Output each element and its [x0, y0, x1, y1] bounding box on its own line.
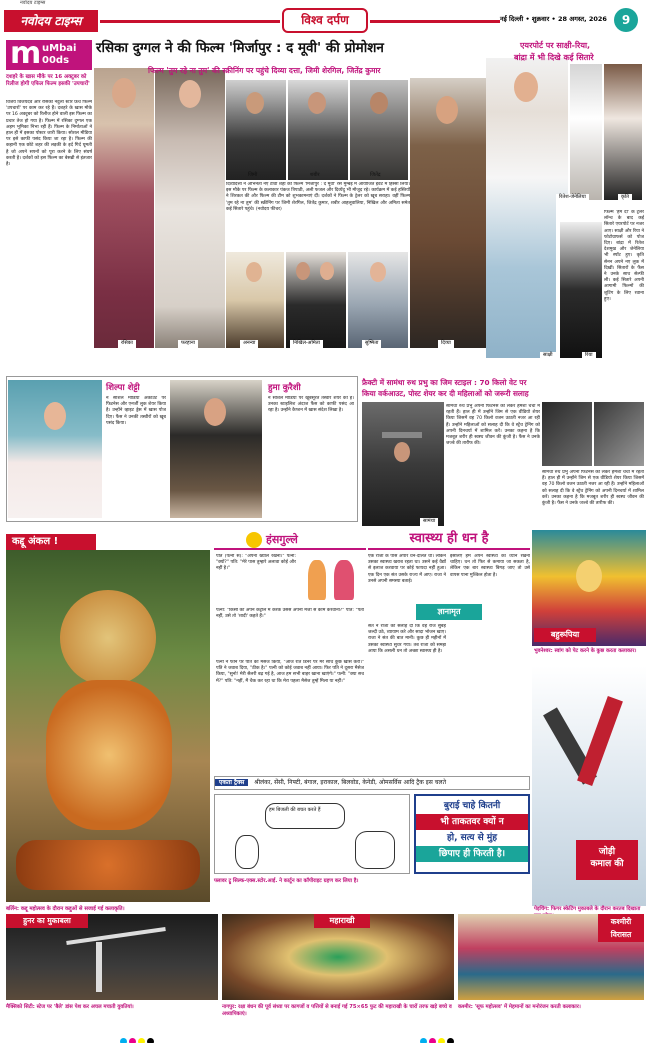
jokes-header: [214, 530, 366, 550]
ticker-text: श्रीलंका, सेंसी, निफ्टी, बंगाल, इराकाल, बिलवोड, केनेडी, ओमसर्विस आदि ट्रैक इस चलते: [254, 779, 447, 786]
quote-line-2: भी ताकतवर क्यों न: [416, 814, 528, 830]
registration-marks: [120, 1030, 156, 1043]
sub-headline: फिल्म 'तुम रहे ना तुम' की स्क्रीनिंग पर पहुंचे दिव्या दत्ता, जिमी शेरगिल, जितेंद्र कुमार: [148, 66, 381, 75]
ananya-photo: [226, 252, 284, 348]
name-shabir: शबीर: [310, 172, 320, 178]
shilpa-photo: [8, 380, 102, 518]
mumbai-badge: [6, 36, 92, 71]
section-title: विश्व दर्पण: [282, 8, 368, 33]
sushmita-photo: [348, 252, 408, 348]
riya-caption: रिया: [582, 352, 596, 1041]
quote-box: [414, 794, 530, 874]
airport-title-2: बांद्रा में भी दिखे कई सितारे: [514, 53, 594, 62]
fitness-title-2: किया वर्कआउट, पोस्ट शेयर कर दी महिलाओं को जरूरी सलाह: [362, 389, 529, 398]
shilpa-title: शिल्पा शेट्टी: [106, 383, 140, 393]
divya-caption: दिव्या: [438, 340, 454, 1041]
bahrupiya-caption: भुवनेश्वर: स्वांग को पेट करने के कुछ करता कलाकार।: [534, 648, 637, 654]
masthead-rule-right: [370, 20, 500, 23]
quote-line-4: छिपाए ही फिरती है।: [416, 846, 528, 862]
joke-3: पत्नी ने फोन पर पति को मैसेज किया, "आज रात डिनर पर मेरे साथ कुछ खास करो।" पति ने जवाब दिया, "ठीक है।" पत्नी को कोई जवाब नहीं आया। फिर पति ने दूसरा मैसेज किया, "सुनो! मेरी सैलरी बढ़ गई है, आज हम सभी बाहर खाना खाएंगे।" पत्नी: "क्या सच में?" पति: "नहीं, मैं चैक कर रहा था कि मेरा पहला मैसेज तुम्हें मिला या नहीं।": [216, 660, 364, 684]
bahrupiya-title: बहुरूपिया: [534, 628, 596, 642]
mumbai-intro: दशहरे के खास मौके पर 16 अक्टूबर को रिलीज होगी एफिल फिल्म इसकी 'उपचारों': [6, 74, 90, 87]
gym-photo-2: [594, 402, 644, 466]
kashmir-title-box: [598, 914, 644, 942]
name-jitendra: जितेंद्र: [370, 172, 381, 178]
ticker-bar: [214, 776, 530, 790]
smiley-icon: [246, 532, 262, 548]
farhana-photo: [155, 70, 225, 348]
sakshi-caption: साक्षी: [540, 352, 556, 1041]
riteish-genelia-caption: रितेश-जेनेलिया: [556, 194, 589, 1041]
mumbai-badge-m: m: [10, 36, 42, 71]
mumbai-badge-line2: 00ds: [42, 55, 70, 66]
shabir-photo: [288, 80, 348, 180]
samantha-photo: [362, 402, 444, 526]
jitendra-photo: [350, 80, 408, 180]
riya-photo: [560, 222, 602, 358]
fitness-body: सामंथा रुथ प्रभु अपनी फिटनेस को लेकर हमेशा चर्चा में रहती हैं। हाल ही में उन्होंने जिम से एक वीडियो शेयर किया जिसमें वह 70 किलो वजन उठाती नजर आ रही हैं। उन्होंने महिलाओं को सलाह दी कि वे स्ट्रेंथ ट्रेनिंग को अपनी दिनचर्या में शामिल करें। उनका कहना है कि मजबूत शरीर ही स्वस्थ जीवन की कुंजी है। फैंस ने उनके जज्बे की तारीफ की।: [446, 404, 540, 447]
ananya-caption: अनन्या: [240, 340, 258, 1041]
joke-1: पति (पत्नी से): "अपना ख्याल रखना।" पत्नी: "क्यों?" पति: "मेरे पास तुम्हारे अलावा कोई और नहीं है।": [216, 554, 296, 572]
hunar-caption: मैक्सिको सिटी: स्टेज पर 'बैले' डांस पेश कर अचल मचाती युवतियां।: [6, 1004, 134, 1010]
kashmir-caption: कश्मीर: 'सूफ महोत्सव' में मेहमानों का मनोरंजन करती कलाकार।: [458, 1004, 581, 1010]
masthead-logo: नवोदय टाइम्स: [4, 10, 98, 32]
small-masthead: नवोदय टाइम्स: [20, 0, 46, 6]
masthead-rule-left: [100, 20, 280, 23]
quote-line-3: हो, सत्य से मुंह: [446, 833, 498, 843]
pumpkin-caption: बर्लिन: कद्दू महोत्सव के दौरान कद्दुओं से सजाई गई कलाकृति।: [6, 906, 125, 912]
samantha-caption: सामंथा: [420, 518, 438, 1041]
jimmy-photo: [226, 80, 286, 180]
maharakhi-caption: नागपुर: रक्षा बंधन की पूर्व संध्या पर कागजों व पत्तियों से बनाई गई 75×65 फुट की महाराखी के चारों तरफ खड़े बच्चे व अध्यापिकाएं।: [222, 1004, 452, 1017]
nikhil-amita-caption: निखिल-अमिता: [290, 340, 323, 1041]
quote-line-1: बुराई चाहे कितनी: [443, 801, 501, 811]
health-title: स्वास्थ्य ही धन है: [368, 528, 530, 550]
screening-body: दिव्यादत्ता ने अभिनेता नए टीवी शहों की फिल्म 'मिर्जापुर : द मूवी' रसे मुम्बई में आयोजित इवेंट में हिस्सा लिया। इस मौके पर फिल्म के कलाकार पंकज त्रिपाठी, अली फजल और दिव्येंदु भी मौजूद रहे। कार्यक्रम में कई हस्तियों ने शिरकत की और फिल्म की टीम को शुभकामनाएं दीं। दर्शकों ने फिल्म के ट्रेलर को खूब सराहा। वहीं फिल्म 'तुम रहे ना तुम' की स्क्रीनिंग पर जिमी शेरगिल, जितेंद्र कुमार, शबीर आहलूवालिया, निखिल और अमिता समेत कई सितारे पहुंचे। (नवोदय फीचर): [226, 182, 410, 212]
divya-photo: [410, 78, 486, 348]
joke-2: पत्नी: "किसी को अपने कंट्रोल में करके उससे अपनी मर्जी से काम करवाना?" पति: "पता नहीं, उसे तो 'शादी' कहते हैं।": [216, 608, 364, 620]
riteish-genelia-photo: [570, 64, 602, 200]
sushmita-caption: सुष्मिता: [362, 340, 381, 1041]
pumpkin-photo: [6, 550, 210, 902]
airport-body: फिल्म 'हम दो' के ट्रेलर लॉन्च के बाद कई सितारे एयरपोर्ट पर नजर आए। साक्षी और रिया ने फोटोग्राफर्स को पोज दिए। बांद्रा में रितेश देशमुख और जेनेलिया भी स्पॉट हुए। कृति सेनन अपने नए लुक में दिखीं। सितारों के फैंस ने उनके साथ सेल्फी ली। कई सितारे अपनी आगामी फिल्मों की शूटिंग के लिए रवाना हुए।: [604, 210, 644, 302]
shilpa-body: ने सोशल मीडिया अकाउंट पर फिटनेस और एनर्जी लुक शेयर किया है। उन्होंने व्हाइट ड्रेस में खास पोज दिए। फैंस ने उनकी तस्वीरों को खूब पसंद किया।: [106, 396, 166, 426]
page-number: 9: [614, 8, 638, 32]
gym-photo-1: [542, 402, 592, 466]
nikhil-amita-photo: [286, 252, 346, 348]
maharakhi-title: महाराखी: [314, 914, 370, 928]
jokes-illustration: [300, 554, 364, 604]
rasika-caption: रसिका: [118, 340, 136, 1041]
kashmir-title-2: विरासत: [610, 930, 632, 939]
fitness-title-1: फ्रैक्टी में सामंथा रुथ प्रभु का जिम स्टाइल : 70 किलो वेट पर: [362, 378, 527, 387]
huma-photo: [170, 380, 262, 518]
health-body-1: एक राजा के पास अपार धन-दौलत थी। लेकिन उसका स्वास्थ्य खराब रहता था। उसने कई वैद्यों से इलाज करवाया पर कोई फायदा नहीं हुआ। एक दिन एक संत उसके राज्य में आए। राजा ने उनसे अपनी समस्या बताई।: [368, 554, 446, 584]
cartoon-panel: [214, 794, 410, 874]
health-body-3: इसलिए हमें अपने स्वास्थ्य का ध्यान रखना चाहिए। धन तो फिर से कमाया जा सकता है, लेकिन एक बार स्वास्थ्य बिगड़ जाए तो उसे वापस पाना मुश्किल होता है।: [450, 554, 530, 578]
name-jimmy: जिमी: [248, 172, 258, 178]
skating-title-1: जोड़ी: [598, 847, 616, 857]
skating-title-box: [576, 840, 638, 880]
kriti-caption: कृति: [618, 194, 632, 1041]
mumbai-body: विजय विजयदेव और रसिका नंदुला स्टार फ्रेंच फिल्म 'उपचारों' पर काम कर रहे हैं। दशहरे के खास मौके पर 16 अक्टूबर को रिलीज होने वाली इस फिल्म का प्रचार तेज हो गया है। फिल्म में रसिका दुग्गल एक अहम भूमिका निभा रही हैं। फिल्म के निर्माताओं ने हाल ही में इसका पोस्टर जारी किया। सोशल मीडिया पर इसे काफी पसंद किया जा रहा है। फिल्म की कहानी एक छोटे शहर की लड़की के इर्द गिर्द घूमती है जो अपने सपनों को पूरा करने के लिए संघर्ष करती है। दर्शकों को इस फिल्म का बेसब्री से इंतजार है।: [6, 100, 92, 168]
airport-title-1: एयरपोर्ट पर साक्षी-रिया,: [520, 41, 591, 50]
cartoon-caption: फ्लावर ट्रू सिल्क-एक्स.स्टोर.आई. ने कार्टून का कॉपीराइट ग्रहण कर लिया है।: [214, 878, 359, 884]
mumbai-badge-line1: uMbai: [42, 43, 77, 54]
registration-marks-right: [420, 1030, 456, 1043]
skating-title-2: कमाल की: [590, 859, 624, 869]
main-headline: रसिका दुग्गल ने की फिल्म 'मिर्जापुर : द मूवी' की प्रोमोशन: [96, 40, 384, 56]
ticker-label: एकता ट्रैक्स: [215, 779, 248, 786]
cartoon-bubble: हम बिजली की बचत करते हैं: [265, 803, 345, 829]
gyanamrit-label: ज्ञानामृत: [416, 604, 482, 620]
kriti-photo: [604, 64, 642, 200]
health-body-2: संत ने राजा को सलाह दी कि वह रोज सुबह जल्दी उठे, व्यायाम करे और सादा भोजन खाए। राजा ने संत की बात मानी। कुछ ही महीनों में उसका स्वास्थ्य सुधर गया। तब राजा को समझ आया कि असली धन तो अच्छा स्वास्थ्य ही है।: [368, 624, 446, 654]
jokes-title: हंसगुल्ले: [266, 533, 298, 546]
hunar-title: हुनर का मुकाबला: [6, 914, 88, 928]
date-line: नई दिल्ली • शुक्रवार • 28 अगस्त, 2026: [500, 15, 607, 23]
kashmir-title-1: कश्मीरी: [610, 917, 632, 926]
farhana-caption: फरहाना: [178, 340, 198, 1041]
huma-body: ने सोशल मीडिया पर खूबसूरत तस्वीरें शेयर की हैं। उनका स्टाइलिश अंदाज फैंस को काफी पसंद आ रहा है। उन्होंने कैप्शन में खास संदेश लिखा है।: [268, 396, 354, 414]
fitness-body-2: सामंथा रुथ प्रभु अपनी फिटनेस को लेकर हमेशा चर्चा में रहती हैं। हाल ही में उन्होंने जिम से एक वीडियो शेयर किया जिसमें वह 70 किलो वजन उठाती नजर आ रही हैं। उन्होंने महिलाओं को सलाह दी कि वे स्ट्रेंथ ट्रेनिंग को अपनी दिनचर्या में शामिल करें। उनका कहना है कि मजबूत शरीर ही स्वस्थ जीवन की कुंजी है। फैंस ने उनके जज्बे की तारीफ की।: [542, 470, 644, 507]
huma-title: हुमा कुरैशी: [268, 383, 301, 393]
rasika-photo: [94, 68, 154, 348]
pumpkin-title: कद्दू अंकल !: [6, 534, 96, 550]
skating-caption: पेइचिंग: फिगर स्केटिंग मुकाबले के दौरान करतब दिखाता: [534, 906, 641, 912]
